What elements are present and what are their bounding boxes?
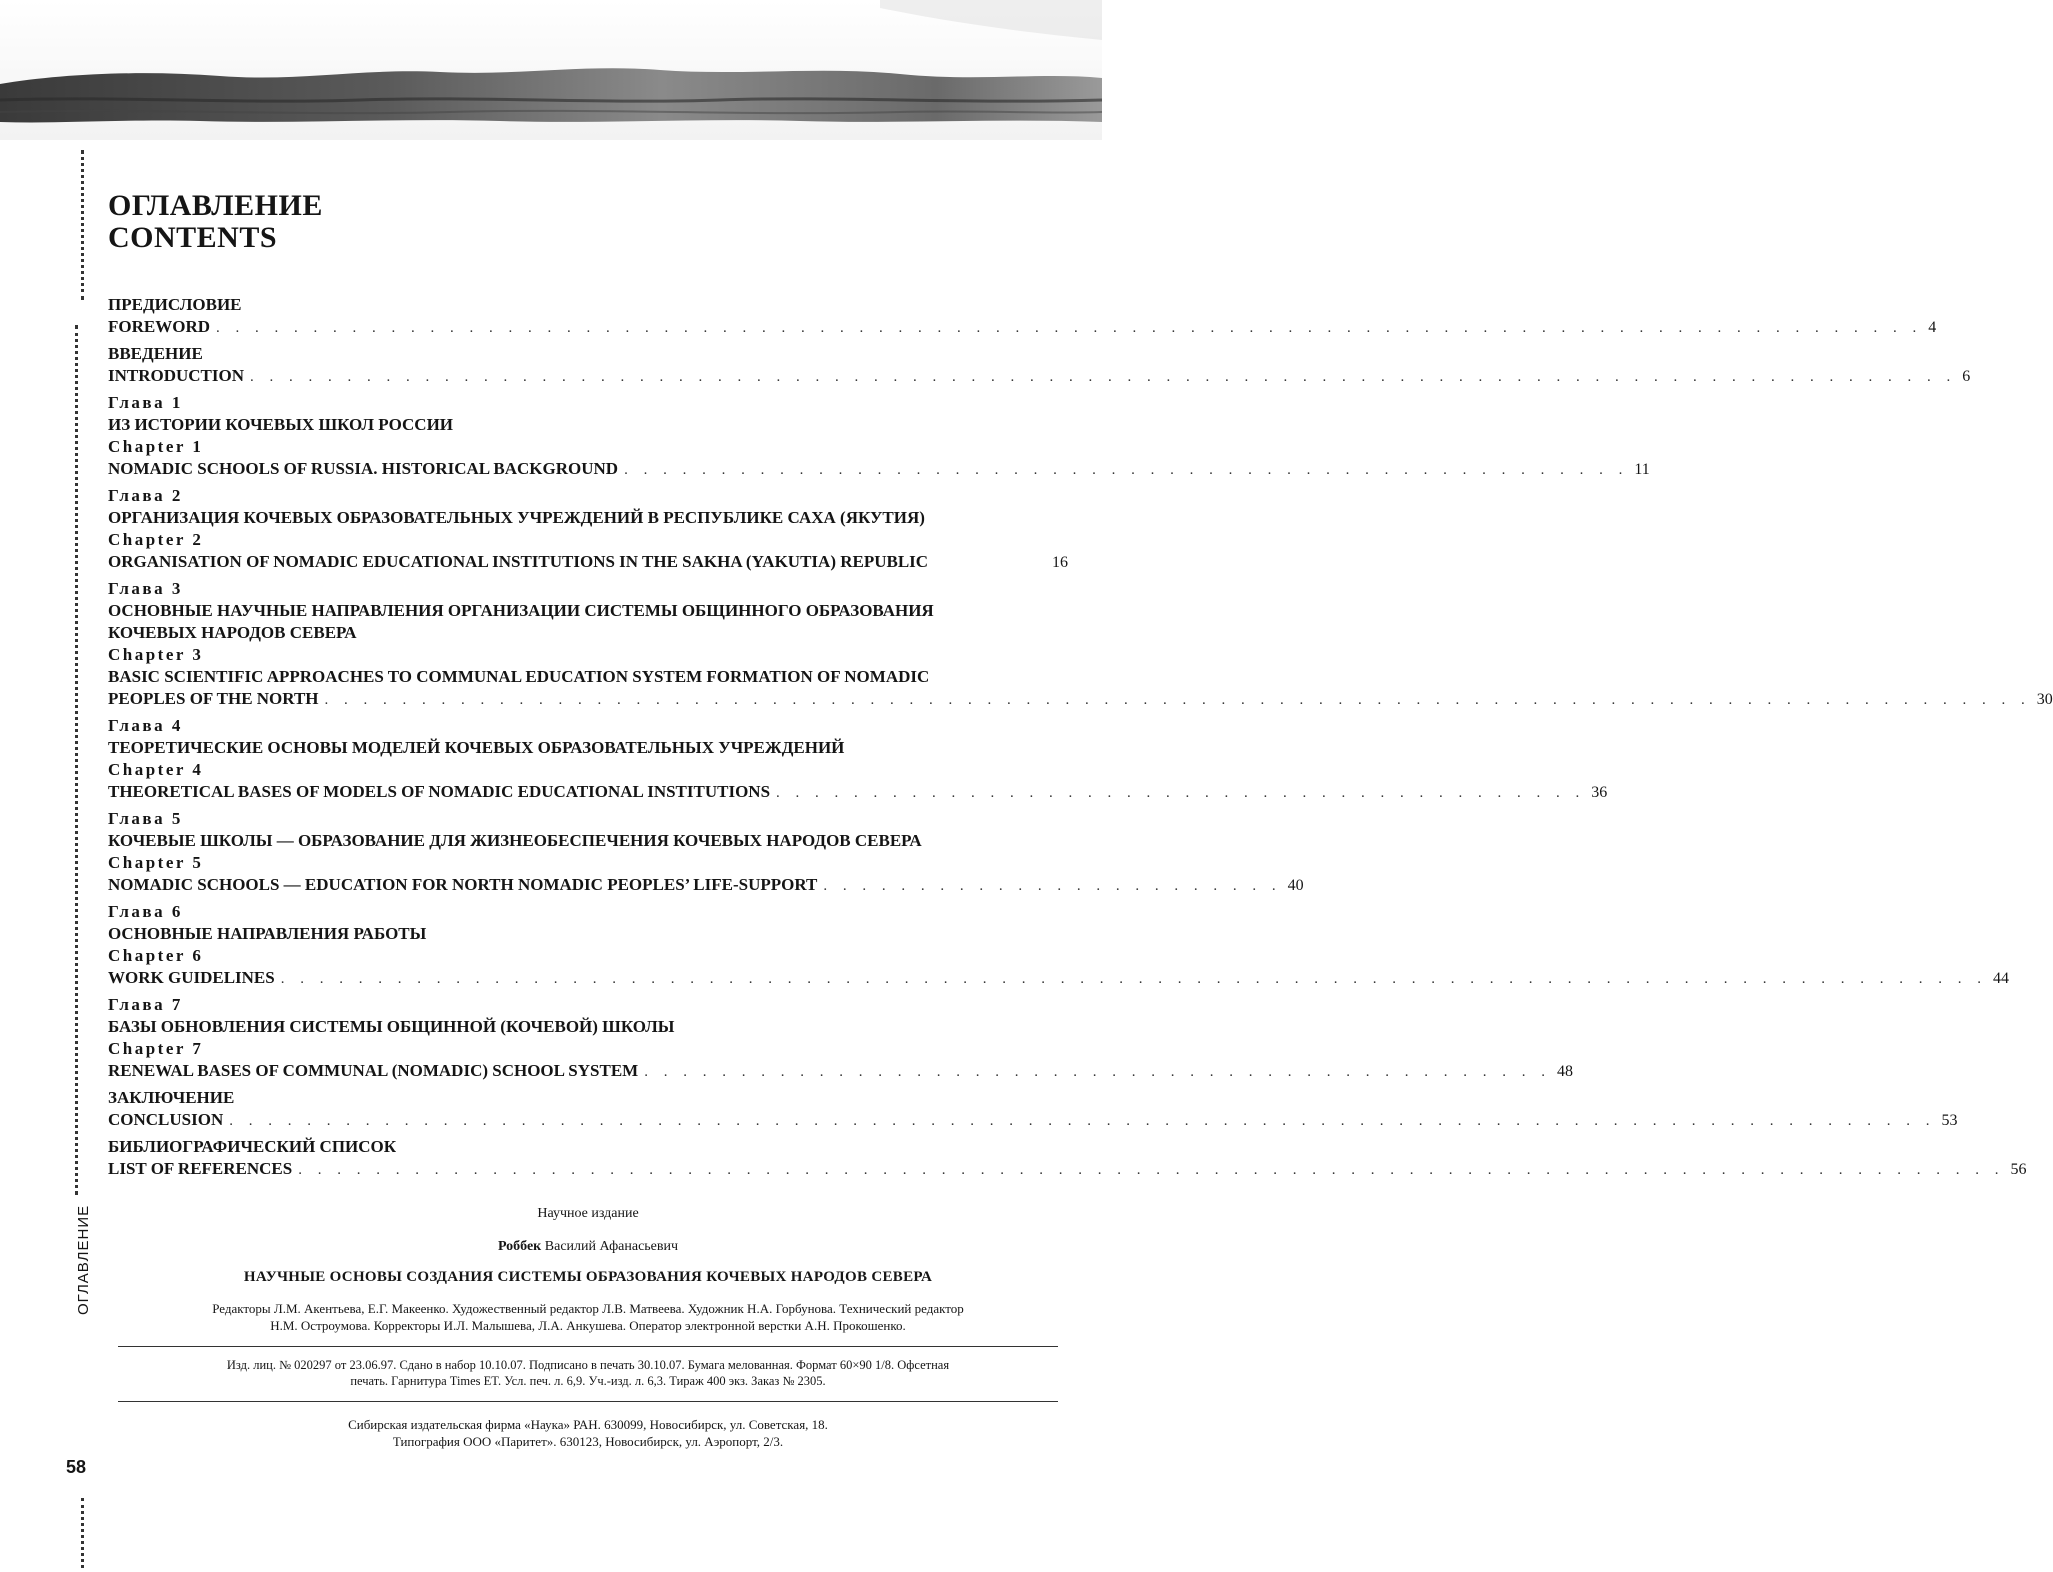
page-number: 58 (66, 1457, 87, 1477)
author-surname: Роббек (497, 1239, 542, 1254)
tech-line: Изд. лиц. № 020297 от 23.06.97. Сдано в набор 10.10.07. Подписано в печать 30.10.07. Бумага мелованная. Формат 60×90 1/8. Офсетная (226, 1358, 950, 1372)
toc-title-en: LIST OF REFERENCES (108, 1159, 293, 1178)
toc-page-number: 16 (1052, 554, 1068, 571)
chapter-label-ru: Глава 7 (108, 995, 183, 1014)
author-name: Василий Афанасьевич (544, 1239, 679, 1254)
toc-title-en-continued: PEOPLES OF THE NORTH (108, 689, 319, 708)
toc-page-number: 11 (1634, 461, 1650, 478)
imprint-block (118, 1205, 1058, 1450)
chapter-label-en: Chapter 5 (108, 853, 204, 872)
toc-title-ru: ТЕОРЕТИЧЕСКИЕ ОСНОВЫ МОДЕЛЕЙ КОЧЕВЫХ ОБРАЗОВАТЕЛЬНЫХ УЧРЕЖДЕНИЙ (108, 738, 845, 757)
toc-page-number: 40 (1287, 877, 1304, 894)
dot-leader: . . . . . . . . . . . . . . . . . . . . . . . . . . . . . . . . . . . . . . . . . . . . . . . . . . . . . . . . . . . . . . . . . . . . . . . . . . . . . . . . . . . . . . . . (229, 1113, 1936, 1129)
chapter-label-ru: Глава 6 (108, 902, 183, 921)
toc-page-number: 30 (2036, 691, 2053, 708)
dot-leader: . . . . . . . . . . . . . . . . . . . . . . . . (823, 878, 1282, 894)
publisher-line: Типография ООО «Паритет». 630123, Новосибирск, ул. Аэропорт, 2/3. (392, 1434, 784, 1449)
landscape-banner-image (0, 0, 1102, 140)
edition-type: Научное издание (537, 1206, 639, 1221)
dot-leader: . . . . . . . . . . . . . . . . . . . . . . . . . . . . . . . . . . . . . . . . . . . . . . . (644, 1064, 1551, 1080)
publisher-info (118, 1406, 1058, 1450)
toc-page-number: 53 (1941, 1112, 1958, 1129)
toc-title-en: NOMADIC SCHOOLS OF RUSSIA. HISTORICAL BACKGROUND (108, 459, 619, 478)
running-head-dotted-rule (81, 150, 84, 300)
chapter-label-en: Chapter 2 (108, 530, 204, 549)
toc-title-ru-continued: КОЧЕВЫХ НАРОДОВ СЕВЕРА (108, 623, 357, 642)
toc-title-ru: КОЧЕВЫЕ ШКОЛЫ — ОБРАЗОВАНИЕ ДЛЯ ЖИЗНЕОБЕСПЕЧЕНИЯ КОЧЕВЫХ НАРОДОВ СЕВЕРА (108, 831, 922, 850)
toc-title-en: NOMADIC SCHOOLS — EDUCATION FOR NORTH NOMADIC PEOPLES’ LIFE-SUPPORT (108, 875, 818, 894)
toc-page-number: 4 (1928, 319, 1937, 336)
toc-page-number: 48 (1556, 1063, 1573, 1080)
toc-entry-chapter-5[interactable] (108, 808, 1304, 896)
toc-title-ru: ОСНОВНЫЕ НАПРАВЛЕНИЯ РАБОТЫ (108, 924, 427, 943)
toc-entry-chapter-4[interactable] (108, 715, 1608, 803)
running-head-foot-rule (81, 1498, 84, 1568)
toc-title-en: WORK GUIDELINES (108, 968, 275, 987)
tech-line: печать. Гарнитура Times ET. Усл. печ. л. 6,9. Уч.-изд. л. 6,3. Тираж 400 экз. Заказ № 2305. (350, 1374, 826, 1388)
toc-title-ru: ЗАКЛЮЧЕНИЕ (108, 1088, 235, 1107)
toc-title-en: CONCLUSION (108, 1110, 224, 1129)
toc-entry-chapter-3[interactable] (108, 578, 2053, 710)
toc-title-ru: ПРЕДИСЛОВИЕ (108, 295, 242, 314)
imprint-divider (118, 1346, 1058, 1347)
toc-title-ru: БАЗЫ ОБНОВЛЕНИЯ СИСТЕМЫ ОБЩИННОЙ (КОЧЕВОЙ) ШКОЛЫ (108, 1017, 675, 1036)
toc-page-number: 44 (1992, 970, 2009, 987)
toc-entry-chapter-1[interactable] (108, 392, 1650, 480)
chapter-label-ru: Глава 2 (108, 486, 183, 505)
author-line (118, 1238, 1058, 1255)
chapter-label-en: Chapter 6 (108, 946, 204, 965)
toc-entry-references[interactable] (108, 1136, 2027, 1180)
toc-entry-chapter-2[interactable] (108, 485, 1068, 573)
editors-credits (118, 1300, 1058, 1342)
toc-entry-conclusion[interactable] (108, 1087, 1958, 1131)
running-head-label: ОГЛАВЛЕНИЕ (75, 315, 92, 1315)
toc-entry-foreword[interactable] (108, 294, 1937, 338)
contents-title-en: CONTENTS (108, 221, 278, 254)
dot-leader: . . . . . . . . . . . . . . . . . . . . . . . . . . . . . . . . . . . . . . . . . . . . . . . . . . . . . . . . . . . . . . . . . . . . . . . . . . . . . . . . . . . . . . . . (250, 369, 1957, 385)
chapter-label-en: Chapter 4 (108, 760, 204, 779)
toc-title-ru: ОРГАНИЗАЦИЯ КОЧЕВЫХ ОБРАЗОВАТЕЛЬНЫХ УЧРЕЖДЕНИЙ В РЕСПУБЛИКЕ САХА (ЯКУТИЯ) (108, 508, 925, 527)
imprint-divider (118, 1401, 1058, 1402)
toc-title-en: RENEWAL BASES OF COMMUNAL (NOMADIC) SCHOOL SYSTEM (108, 1061, 639, 1080)
toc-title-en: BASIC SCIENTIFIC APPROACHES TO COMMUNAL EDUCATION SYSTEM FORMATION OF NOMADIC (108, 667, 930, 686)
contents-title-ru: ОГЛАВЛЕНИЕ (108, 189, 323, 222)
dot-leader: . . . . . . . . . . . . . . . . . . . . . . . . . . . . . . . . . . . . . . . . . . . . . . . . . . . . . . . . . . . . . . . . . . . . . . . . . . . . . . . . . . . . . . . . (280, 971, 1987, 987)
toc-page-number: 36 (1591, 784, 1608, 801)
toc-title-ru: ОСНОВНЫЕ НАУЧНЫЕ НАПРАВЛЕНИЯ ОРГАНИЗАЦИИ СИСТЕМЫ ОБЩИННОГО ОБРАЗОВАНИЯ (108, 601, 934, 620)
chapter-label-ru: Глава 4 (108, 716, 183, 735)
toc-entry-introduction[interactable] (108, 343, 1971, 387)
chapter-label-ru: Глава 1 (108, 393, 183, 412)
dot-leader: . . . . . . . . . . . . . . . . . . . . . . . . . . . . . . . . . . . . . . . . . . . . . . . . . . . . . . . . . . . . . . . . . . . . . . . . . . . . . . . . . . . . . . . . (324, 692, 2031, 708)
toc-title-en: FOREWORD (108, 317, 210, 336)
dot-leader: . . . . . . . . . . . . . . . . . . . . . . . . . . . . . . . . . . . . . . . . . . (776, 785, 1586, 801)
book-title: НАУЧНЫЕ ОСНОВЫ СОЗДАНИЯ СИСТЕМЫ ОБРАЗОВАНИЯ КОЧЕВЫХ НАРОДОВ СЕВЕРА (243, 1269, 933, 1285)
toc-title-ru: ВВЕДЕНИЕ (108, 344, 203, 363)
editors-line: Редакторы Л.М. Акентьева, Е.Г. Макеенко. Художественный редактор Л.В. Матвеева. Художник Н.А. Горбунова. Технический редактор (212, 1301, 964, 1316)
toc-page-number: 56 (2010, 1161, 2027, 1178)
technical-details (118, 1351, 1058, 1397)
dot-leader: . . . . . . . . . . . . . . . . . . . . . . . . . . . . . . . . . . . . . . . . . . . . . . . . . . . . . . . . . . . . . . . . . . . . . . . . . . . . . . . . . . . . . . . . (298, 1162, 2005, 1178)
publisher-line: Сибирская издательская фирма «Наука» РАН. 630099, Новосибирск, ул. Советская, 18. (348, 1417, 828, 1432)
chapter-label-en: Chapter 7 (108, 1039, 204, 1058)
editors-line: Н.М. Остроумова. Корректоры И.Л. Малышева, Л.А. Анкушева. Оператор электронной верстки А.Н. Прокошенко. (270, 1318, 906, 1333)
dot-leader: . . . . . . . . . . . . . . . . . . . . . . . . . . . . . . . . . . . . . . . . . . . . . . . . . . . . (624, 462, 1629, 478)
table-of-contents (108, 294, 2053, 1185)
chapter-label-en: Chapter 3 (108, 645, 204, 664)
chapter-label-ru: Глава 5 (108, 809, 183, 828)
chapter-label-ru: Глава 3 (108, 579, 183, 598)
toc-entry-chapter-7[interactable] (108, 994, 1573, 1082)
toc-title-ru: БИБЛИОГРАФИЧЕСКИЙ СПИСОК (108, 1137, 397, 1156)
dot-leader: . . . . . . . . . . . . . . . . . . . . . . . . . . . . . . . . . . . . . . . . . . . . . . . . . . . . . . . . . . . . . . . . . . . . . . . . . . . . . . . . . . . . . . . . (216, 320, 1923, 336)
toc-title-en: INTRODUCTION (108, 366, 245, 385)
toc-page-number: 6 (1962, 368, 1971, 385)
toc-entry-chapter-6[interactable] (108, 901, 2009, 989)
chapter-label-en: Chapter 1 (108, 437, 204, 456)
toc-title-ru: ИЗ ИСТОРИИ КОЧЕВЫХ ШКОЛ РОССИИ (108, 415, 454, 434)
contents-heading (108, 190, 323, 254)
toc-title-en: THEORETICAL BASES OF MODELS OF NOMADIC EDUCATIONAL INSTITUTIONS (108, 782, 771, 801)
toc-title-en: ORGANISATION OF NOMADIC EDUCATIONAL INSTITUTIONS IN THE SAKHA (YAKUTIA) REPUBLIC (108, 552, 929, 571)
